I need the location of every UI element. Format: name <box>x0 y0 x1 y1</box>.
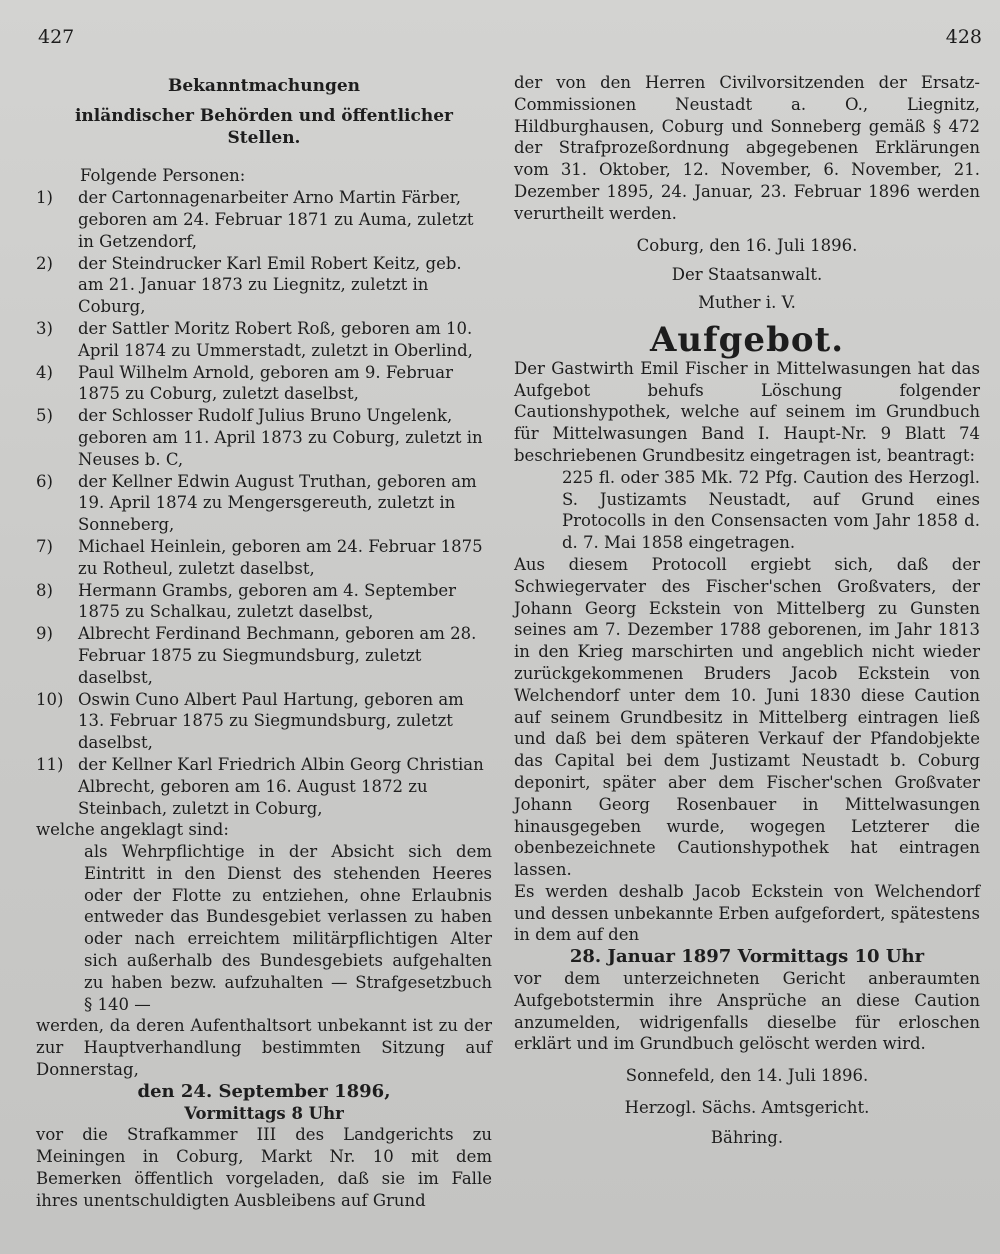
notice-item: 225 fl. oder 385 Mk. 72 Pfg. Caution des Herzogl. S. Justizamts Neustadt, auf Grund eines Protocolls in den Consensacten vom Jahr 1858 d. d. 7. Mai 1858 eingetragen. <box>562 467 980 553</box>
notice-paragraph-1: Der Gastwirth Emil Fischer in Mittelwasungen hat das Aufgebot behufs Löschung folgender Cautionshypothek, welche auf seinem im Grundbuch für Mittelwasungen Band I. Haupt-Nr. 9 Blatt 74 beschriebenen Grundbesitz eingetragen ist, beantragt: <box>514 358 980 465</box>
list-item: 1) der Cartonnagenarbeiter Arno Martin Färber, geboren am 24. Februar 1871 zu Auma, zuletzt in Getzendorf, <box>36 188 474 251</box>
summons-text: werden, da deren Aufenthaltsort unbekannt ist zu der zur Hauptverhandlung bestimmten Sitzung auf Donnerstag, <box>36 1016 492 1080</box>
intro-text: Folgende Personen: <box>80 166 246 186</box>
notice-paragraph-4: vor dem unterzeichneten Gericht anberaumten Aufgebotstermin ihre Ansprüche an diese Caution anzumelden, widrigenfalls dieselbe für erloschen erklärt und im Grundbuch gelöscht werden wird. <box>514 969 980 1054</box>
list-item: 6) der Kellner Edwin August Truthan, geboren am 19. April 1874 zu Mengersgereuth, zuletzt in Sonneberg, <box>36 471 477 535</box>
list-item: 2) der Steindrucker Karl Emil Robert Keitz, geb. am 21. Januar 1873 zu Liegnitz, zuletzt in Coburg, <box>36 253 462 317</box>
charge-text: als Wehrpflichtige in der Absicht sich dem Eintritt in den Dienst des stehenden Heeres oder der Flotte zu entziehen, ohne Erlaubnis entweder das Bundesgebiet verlassen zu haben oder nach erreichtem militärpflichtigen Alter sich außerhalb des Bundesgebiets aufgehalten zu haben bezw. aufzuhalten — Strafgesetzbuch § 140 — <box>84 842 492 1014</box>
left-column <box>36 72 492 1212</box>
list-item: 8) Hermann Grambs, geboren am 4. September 1875 zu Schalkau, zuletzt daselbst, <box>36 580 457 622</box>
list-item: 3) der Sattler Moritz Robert Roß, geboren am 10. April 1874 zu Ummerstadt, zuletzt in Oberlind, <box>36 318 473 360</box>
list-item: 11) der Kellner Karl Friedrich Albin Georg Christian Albrecht, geboren am 16. August 1872 zu Steinbach, zuletzt in Coburg, <box>36 754 484 818</box>
list-item: 10) Oswin Cuno Albert Paul Hartung, geboren am 13. Februar 1875 zu Siegmundsburg, zuletzt daselbst, <box>36 689 464 753</box>
page-number-right: 428 <box>945 26 982 48</box>
place-date: Coburg, den 16. Juli 1896. <box>636 235 858 255</box>
list-item: 7) Michael Heinlein, geboren am 24. Februar 1875 zu Rotheul, zuletzt daselbst, <box>36 536 483 578</box>
notice-paragraph-2: Aus diesem Protocoll ergiebt sich, daß der Schwiegervater des Fischer'schen Großvaters, der Johann Georg Eckstein von Mittelberg zu Gunsten seines am 7. Dezember 1788 geborenen, im Jahr 1813 in den Krieg marschirten und angeblich nicht wieder zurückgekommenen Bruders Jacob Eckstein von Welchendorf unter dem 10. Juni 1830 diese Caution auf seinem Grundbesitz in Mittelberg eintragen ließ und daß bei dem späteren Verkauf der Pfandobjekte das Capital bei dem Justizamt Neustadt b. Coburg deponirt, später aber dem Fischer'schen Großvater Johann Georg Rosenbauer in Mittelwasungen hinausgegeben wurde, wogegen Letzterer die obenbezeichnete Cautionshypothek hat eintragen lassen. <box>514 554 980 880</box>
place-date-2: Sonnefeld, den 14. Juli 1896. <box>625 1066 869 1086</box>
section-heading: Bekanntmachungen <box>167 76 361 96</box>
list-item: 9) Albrecht Ferdinand Bechmann, geboren am 28. Februar 1875 zu Siegmundsburg, zuletzt daselbst, <box>36 624 477 687</box>
right-column <box>514 72 980 1149</box>
continued-text: der von den Herren Civilvorsitzenden der Ersatz-Commissionen Neustadt a. O., Liegnitz, Hildburghausen, Coburg und Sonneberg gemäß § 472 der Strafprozeßordnung abgegebenen Erklärungen vom 31. Oktober, 12. November, 6. November, 21. Dezember 1895, 24. Januar, 23. Februar 1896 werden verurtheilt werden. <box>514 73 980 223</box>
signer-2: Bähring. <box>710 1127 784 1147</box>
notice-title: Aufgebot. <box>649 319 845 360</box>
signer: Muther i. V. <box>698 293 796 313</box>
list-item: 4) Paul Wilhelm Arnold, geboren am 9. Februar 1875 zu Coburg, zuletzt daselbst, <box>36 362 453 404</box>
hearing-time: Vormittags 8 Uhr <box>184 1103 344 1123</box>
section-subheading: inländischer Behörden und öffentlicher Stellen. <box>74 105 454 148</box>
page-number-left: 427 <box>38 26 75 48</box>
accused-line: welche angeklagt sind: <box>36 820 229 840</box>
deadline-date: 28. Januar 1897 Vormittags 10 Uhr <box>569 946 925 968</box>
list-item: 5) der Schlosser Rudolf Julius Bruno Ungelenk, geboren am 11. April 1873 zu Coburg, zuletzt in Neuses b. C, <box>36 406 483 469</box>
person-list <box>36 187 492 819</box>
closing-text: vor die Strafkammer III des Landgerichts zu Meiningen in Coburg, Markt Nr. 10 mit dem Bemerken öffentlich vorgeladen, daß sie im Falle ihres unentschuldigten Ausbleibens auf Grund <box>36 1125 492 1210</box>
court-name: Herzogl. Sächs. Amtsgericht. <box>624 1098 870 1118</box>
hearing-date: den 24. September 1896, <box>137 1080 391 1102</box>
notice-paragraph-3: Es werden deshalb Jacob Eckstein von Welchendorf und dessen unbekannte Erben aufgefordert, spätestens in dem auf den <box>514 881 980 945</box>
office-name: Der Staatsanwalt. <box>671 265 823 285</box>
